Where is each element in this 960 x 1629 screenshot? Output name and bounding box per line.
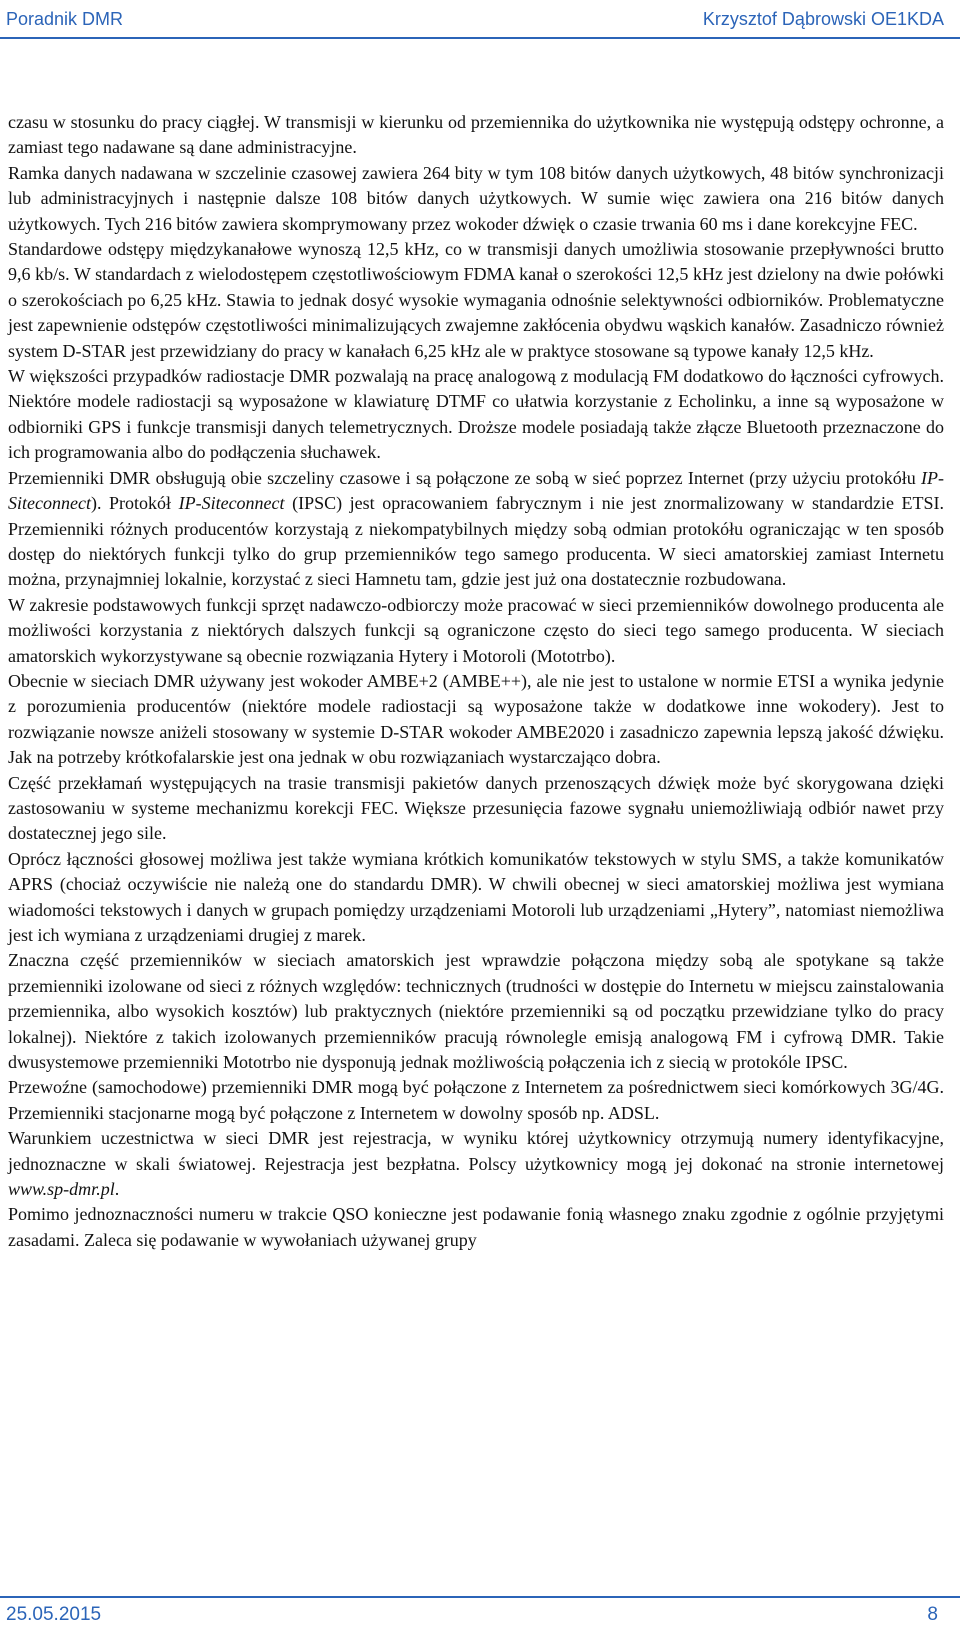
paragraph-5-text-a: Przemienniki DMR obsługują obie szczeliny czasowe i są połączone ze sobą w sieć poprzez Internet (przy użyciu protokółu <box>8 467 922 488</box>
footer-rule <box>0 1596 960 1598</box>
paragraph-7: Obecnie w sieciach DMR używany jest wokoder AMBE+2 (AMBE++), ale nie jest to ustalone w normie ETSI a wynika jedynie z porozumienia producentów (niektóre modele radiostacji są wyposażone także w dodatkowe inne wokodery). Jest to rozwiązanie nowsze aniżeli stosowany w systemie D-STAR wokoder AMBE2020 i zasadniczo zapewnia lepszą jakość dźwięku. Jak na potrzeby krótkofalarskie jest ona jednak w obu rozwiązaniach wystarczająco dobra. <box>8 670 944 768</box>
page-header <box>6 4 944 34</box>
paragraph-12-text-a: Warunkiem uczestnictwa w sieci DMR jest rejestracja, w wyniku której użytkownicy otrzymują numery identyfikacyjne, jednoznaczne w skali światowej. Rejestracja jest bezpłatna. Polscy użytkownicy mogą jej dokonać na stronie internetowej <box>8 1128 944 1174</box>
paragraph-1: czasu w stosunku do pracy ciągłej. W transmisji w kierunku od przemiennika do użytkownika nie występują odstępy ochronne, a zamiast tego nadawane są dane administracyjne. <box>8 112 944 158</box>
paragraph-3: Standardowe odstępy międzykanałowe wynoszą 12,5 kHz, co w transmisji danych umożliwia stosowanie przepływności brutto 9,6 kb/s. W standardach z wielodostępem częstotliwościowym FDMA kanał o szerokości 12,5 kHz jest dzielony na dwie połówki o szerokościach po 6,25 kHz. Stawia to jednak dosyć wysokie wymagania odnośnie selektywności odbiorników. Problematyczne jest zapewnienie odstępów częstotliwości minimalizujących zwajemne zakłócenia obydwu wąskich kanałów. Zasadniczo również system D-STAR jest przewidziany do pracy w kanałach 6,25 kHz ale w praktyce stosowane są typowe kanały 12,5 kHz. <box>8 239 944 361</box>
paragraph-12-text-b: . <box>114 1179 120 1200</box>
ip-siteconnect-term-2: IP-Siteconnect <box>178 493 285 514</box>
paragraph-5-text-c: (IPSC) jest opracowaniem fabrycznym i nie jest znormalizowany w standardzie ETSI. Przemienniki różnych producentów korzystają z niekompatybilnych między sobą odmian protokółu ograniczając w ten sposób dostęp do niektórych funkcji tylko do grup przemienników tego samego producenta. W sieci amatorskiej zamiast Internetu można, przynajmniej lokalnie, korzystać z sieci Hamnetu tam, gdzie jest już ona dostatecznie rozbudowana. <box>8 493 944 590</box>
paragraph-9: Oprócz łączności głosowej możliwa jest także wymiana krótkich komunikatów tekstowych w stylu SMS, a także komunikatów APRS (chociaż oczywiście nie należą one do standardu DMR). W chwili obecnej w sieci amatorskiej możliwa jest wymiana wiadomości tekstowych i danych w grupach pomiędzy urządzeniami Motoroli lub urządzeniami „Hytery”, natomiast niemożliwa jest ich wymiana z urządzeniami drugiej z marek. <box>8 848 944 945</box>
footer-date: 25.05.2015 <box>6 1604 102 1625</box>
paragraph-2: Ramka danych nadawana w szczelinie czasowej zawiera 264 bity w tym 108 bitów danych użytkowych, 48 bitów synchronizacji lub administracyjnych i następnie dalsze 108 bitów danych użytkowych. W sumie więc zawiera ona 216 bitów danych użytkowych. Tych 216 bitów zawiera skomprymowany przez wokoder dźwięk o czasie trwania 60 ms i dane korekcyjne FEC. <box>8 162 944 234</box>
page-body <box>8 110 944 1253</box>
paragraph-13: Pomimo jednoznaczności numeru w trakcie QSO konieczne jest podawanie fonią własnego znaku zgodnie z ogólnie przyjętymi zasadami. Zaleca się podawanie w wywołaniach używanej grupy <box>8 1204 944 1250</box>
header-title: Poradnik DMR <box>6 8 124 29</box>
paragraph-10: Znaczna część przemienników w sieciach amatorskich jest wprawdzie połączona między sobą ale spotykane są także przemienniki izolowane od sieci z różnych względów: technicznych (trudności w dostępie do Internetu w miejscu zainstalowania przemiennika, albo wysokich kosztów) lub praktycznych (niektóre przemienniki są od początku przewidziane tylko do pracy lokalnej). Niektóre z takich izolowanych przemienników pracują równolegle emisją analogową FM i cyfrową DMR. Takie dwusystemowe przemienniki Mototrbo nie dysponują jednak możliwością połączenia ich z siecią w protokóle IPSC. <box>8 950 944 1073</box>
paragraph-4: W większości przypadków radiostacje DMR pozwalają na pracę analogową z modulacją FM dodatkowo do łączności cyfrowych. Niektóre modele radiostacji są wyposażone w klawiaturę DTMF co ułatwia korzystanie z Echolinku, a inne są wyposażone w odbiorniki GPS i funkcje transmisji danych telemetrycznych. Droższe modele posiadają także złącze Bluetooth przeznaczone do ich programowania albo do podłączenia słuchawek. <box>8 366 944 463</box>
paragraph-11: Przewoźne (samochodowe) przemienniki DMR mogą być połączone z Internetem za pośrednictwem sieci komórkowych 3G/4G. Przemienniki stacjonarne mogą być połączone z Internetem w dowolny sposób np. ADSL. <box>8 1077 944 1123</box>
paragraph-12 <box>8 1126 944 1202</box>
header-author: Krzysztof Dąbrowski OE1KDA <box>702 8 944 29</box>
ip-siteconnect-term: IP-Siteconnect <box>8 467 944 514</box>
page-number: 8 <box>927 1604 938 1625</box>
paragraph-6: W zakresie podstawowych funkcji sprzęt nadawczo-odbiorczy może pracować w sieci przemienników dowolnego producenta ale możliwości korzystania z niektórych dalszych funkcji są ograniczone często do sieci tego samego producenta. W sieciach amatorskich wykorzystywane są obecnie rozwiązania Hytery i Motoroli (Mototrbo). <box>8 594 944 666</box>
website-address: www.sp-dmr.pl <box>8 1179 115 1200</box>
page-footer <box>6 1603 938 1627</box>
paragraph-5 <box>8 466 944 593</box>
header-rule <box>0 37 960 39</box>
paragraph-5-text-b: ). Protokół <box>90 493 179 514</box>
paragraph-8: Część przekłamań występujących na trasie transmisji pakietów danych przenoszących dźwięk może być skorygowana dzięki zastosowaniu w systeme mechanizmu korekcji FEC. Większe przesunięcia fazowe sygnału uniemożliwiają odbiór nawet przy dostatecznej jego sile. <box>8 772 944 844</box>
